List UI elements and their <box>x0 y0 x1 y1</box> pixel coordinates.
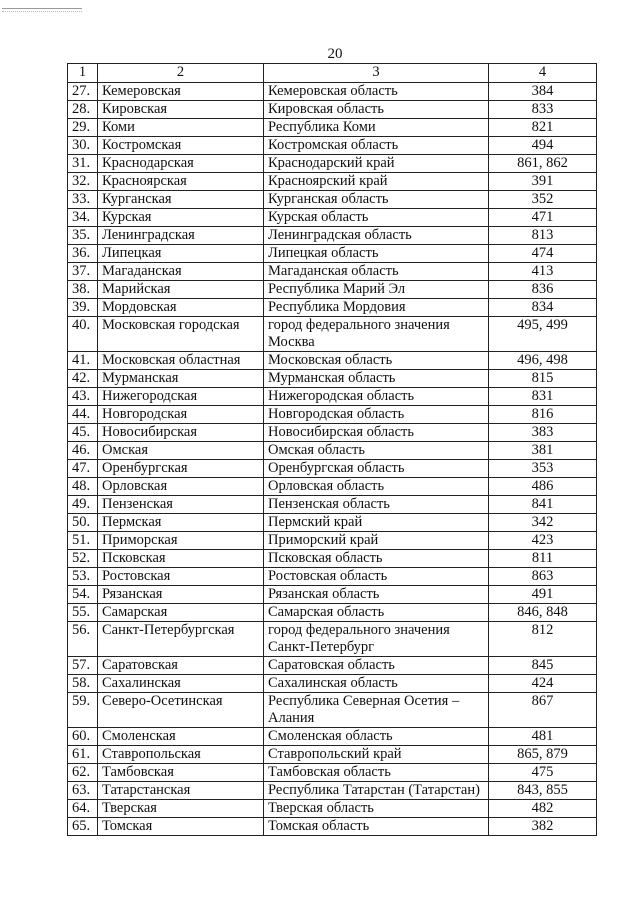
row-code: 382 <box>489 818 597 836</box>
table-row <box>68 101 597 119</box>
row-name: Коми <box>98 119 264 137</box>
row-number: 58. <box>68 675 98 693</box>
scan-corner-mark <box>2 8 82 9</box>
row-subject: Республика Коми <box>264 119 489 137</box>
row-code: 423 <box>489 532 597 550</box>
row-subject: Рязанская область <box>264 586 489 604</box>
row-number: 57. <box>68 657 98 675</box>
row-code: 843, 855 <box>489 782 597 800</box>
table-row <box>68 496 597 514</box>
table-row <box>68 657 597 675</box>
table-row <box>68 478 597 496</box>
row-subject: Новгородская область <box>264 406 489 424</box>
row-number: 55. <box>68 604 98 622</box>
row-name: Рязанская <box>98 586 264 604</box>
row-code: 494 <box>489 137 597 155</box>
row-code: 813 <box>489 227 597 245</box>
table-row <box>68 818 597 836</box>
row-code: 475 <box>489 764 597 782</box>
row-subject: Магаданская область <box>264 263 489 281</box>
table-row <box>68 782 597 800</box>
row-name: Орловская <box>98 478 264 496</box>
row-subject: Новосибирская область <box>264 424 489 442</box>
row-name: Санкт-Петербургская <box>98 622 264 657</box>
row-name: Тамбовская <box>98 764 264 782</box>
row-name: Кемеровская <box>98 83 264 101</box>
row-code: 481 <box>489 728 597 746</box>
row-name: Нижегородская <box>98 388 264 406</box>
table-row <box>68 263 597 281</box>
row-name: Саратовская <box>98 657 264 675</box>
row-subject: Самарская область <box>264 604 489 622</box>
row-name: Смоленская <box>98 728 264 746</box>
row-subject: Ленинградская область <box>264 227 489 245</box>
row-subject: Кемеровская область <box>264 83 489 101</box>
row-code: 816 <box>489 406 597 424</box>
row-name: Приморская <box>98 532 264 550</box>
row-subject: Саратовская область <box>264 657 489 675</box>
table-row <box>68 406 597 424</box>
row-subject: Республика Мордовия <box>264 299 489 317</box>
row-subject: город федерального значения Москва <box>264 317 489 352</box>
row-number: 64. <box>68 800 98 818</box>
row-name: Новгородская <box>98 406 264 424</box>
table-row <box>68 155 597 173</box>
row-subject: Республика Северная Осетия – Алания <box>264 693 489 728</box>
row-number: 65. <box>68 818 98 836</box>
table-row <box>68 281 597 299</box>
table-row <box>68 317 597 352</box>
row-subject: Республика Марий Эл <box>264 281 489 299</box>
row-name: Пензенская <box>98 496 264 514</box>
row-subject: Тверская область <box>264 800 489 818</box>
table-row <box>68 424 597 442</box>
row-number: 54. <box>68 586 98 604</box>
table-row <box>68 693 597 728</box>
row-code: 353 <box>489 460 597 478</box>
row-name: Новосибирская <box>98 424 264 442</box>
row-code: 424 <box>489 675 597 693</box>
row-name: Томская <box>98 818 264 836</box>
row-code: 863 <box>489 568 597 586</box>
row-number: 28. <box>68 101 98 119</box>
table-row <box>68 83 597 101</box>
row-code: 495, 499 <box>489 317 597 352</box>
row-code: 383 <box>489 424 597 442</box>
row-number: 43. <box>68 388 98 406</box>
row-subject: Омская область <box>264 442 489 460</box>
row-code: 811 <box>489 550 597 568</box>
row-code: 834 <box>489 299 597 317</box>
row-number: 52. <box>68 550 98 568</box>
row-code: 845 <box>489 657 597 675</box>
row-number: 60. <box>68 728 98 746</box>
row-name: Мурманская <box>98 370 264 388</box>
row-subject: Оренбургская область <box>264 460 489 478</box>
row-number: 39. <box>68 299 98 317</box>
row-code: 342 <box>489 514 597 532</box>
row-code: 841 <box>489 496 597 514</box>
row-subject: Тамбовская область <box>264 764 489 782</box>
table-row <box>68 191 597 209</box>
row-subject: Томская область <box>264 818 489 836</box>
row-number: 36. <box>68 245 98 263</box>
table-row <box>68 675 597 693</box>
row-code: 865, 879 <box>489 746 597 764</box>
row-number: 30. <box>68 137 98 155</box>
row-code: 861, 862 <box>489 155 597 173</box>
row-code: 815 <box>489 370 597 388</box>
row-code: 474 <box>489 245 597 263</box>
table-body <box>68 83 597 836</box>
row-subject: Пермский край <box>264 514 489 532</box>
row-number: 47. <box>68 460 98 478</box>
row-code: 836 <box>489 281 597 299</box>
table-row <box>68 460 597 478</box>
row-name: Краснодарская <box>98 155 264 173</box>
row-name: Магаданская <box>98 263 264 281</box>
row-name: Северо-Осетинская <box>98 693 264 728</box>
row-name: Ленинградская <box>98 227 264 245</box>
row-name: Ставропольская <box>98 746 264 764</box>
row-number: 37. <box>68 263 98 281</box>
table-row <box>68 370 597 388</box>
table-row <box>68 227 597 245</box>
row-number: 51. <box>68 532 98 550</box>
row-subject: Курская область <box>264 209 489 227</box>
table-row <box>68 299 597 317</box>
row-number: 35. <box>68 227 98 245</box>
row-name: Псковская <box>98 550 264 568</box>
row-code: 482 <box>489 800 597 818</box>
row-subject: Курганская область <box>264 191 489 209</box>
row-name: Оренбургская <box>98 460 264 478</box>
row-number: 31. <box>68 155 98 173</box>
row-number: 32. <box>68 173 98 191</box>
row-subject: Пензенская область <box>264 496 489 514</box>
row-subject: Нижегородская область <box>264 388 489 406</box>
row-subject: Сахалинская область <box>264 675 489 693</box>
row-name: Красноярская <box>98 173 264 191</box>
row-subject: Красноярский край <box>264 173 489 191</box>
row-code: 413 <box>489 263 597 281</box>
row-code: 812 <box>489 622 597 657</box>
row-name: Костромская <box>98 137 264 155</box>
row-name: Московская городская <box>98 317 264 352</box>
row-number: 61. <box>68 746 98 764</box>
row-number: 29. <box>68 119 98 137</box>
table-row <box>68 746 597 764</box>
row-name: Марийская <box>98 281 264 299</box>
table-row <box>68 728 597 746</box>
scan-corner-mark-dotted <box>2 11 82 12</box>
row-name: Тверская <box>98 800 264 818</box>
row-subject: Смоленская область <box>264 728 489 746</box>
table-row <box>68 388 597 406</box>
row-name: Курганская <box>98 191 264 209</box>
row-code: 821 <box>489 119 597 137</box>
row-number: 56. <box>68 622 98 657</box>
table-row <box>68 245 597 263</box>
row-subject: Орловская область <box>264 478 489 496</box>
row-number: 49. <box>68 496 98 514</box>
row-subject: Ставропольский край <box>264 746 489 764</box>
row-name: Липецкая <box>98 245 264 263</box>
table-row <box>68 622 597 657</box>
row-subject: Костромская область <box>264 137 489 155</box>
row-number: 50. <box>68 514 98 532</box>
row-code: 496, 498 <box>489 352 597 370</box>
row-name: Московская областная <box>98 352 264 370</box>
row-number: 42. <box>68 370 98 388</box>
table-row <box>68 532 597 550</box>
row-number: 34. <box>68 209 98 227</box>
row-code: 833 <box>489 101 597 119</box>
table-row <box>68 173 597 191</box>
row-name: Мордовская <box>98 299 264 317</box>
row-subject: Краснодарский край <box>264 155 489 173</box>
row-name: Самарская <box>98 604 264 622</box>
row-number: 27. <box>68 83 98 101</box>
header-col-4: 4 <box>489 64 597 83</box>
table-row <box>68 209 597 227</box>
row-code: 352 <box>489 191 597 209</box>
row-number: 48. <box>68 478 98 496</box>
row-name: Кировская <box>98 101 264 119</box>
row-number: 33. <box>68 191 98 209</box>
row-number: 53. <box>68 568 98 586</box>
row-number: 59. <box>68 693 98 728</box>
row-code: 491 <box>489 586 597 604</box>
table-row <box>68 764 597 782</box>
row-code: 471 <box>489 209 597 227</box>
row-number: 44. <box>68 406 98 424</box>
table-row <box>68 352 597 370</box>
row-subject: Республика Татарстан (Татарстан) <box>264 782 489 800</box>
row-name: Сахалинская <box>98 675 264 693</box>
row-subject: Ростовская область <box>264 568 489 586</box>
row-code: 846, 848 <box>489 604 597 622</box>
row-name: Ростовская <box>98 568 264 586</box>
table-row <box>68 568 597 586</box>
row-code: 486 <box>489 478 597 496</box>
row-number: 46. <box>68 442 98 460</box>
table-row <box>68 442 597 460</box>
row-subject: город федерального значения Санкт-Петербург <box>264 622 489 657</box>
table-row <box>68 137 597 155</box>
row-subject: Приморский край <box>264 532 489 550</box>
table-row <box>68 604 597 622</box>
regions-table <box>67 63 597 836</box>
row-code: 384 <box>489 83 597 101</box>
row-subject: Мурманская область <box>264 370 489 388</box>
row-number: 63. <box>68 782 98 800</box>
header-col-1: 1 <box>68 64 98 83</box>
row-number: 62. <box>68 764 98 782</box>
row-number: 38. <box>68 281 98 299</box>
row-code: 391 <box>489 173 597 191</box>
page-number: 20 <box>327 46 343 62</box>
row-name: Татарстанская <box>98 782 264 800</box>
table-row <box>68 514 597 532</box>
table-row <box>68 800 597 818</box>
row-subject: Кировская область <box>264 101 489 119</box>
row-code: 381 <box>489 442 597 460</box>
header-col-2: 2 <box>98 64 264 83</box>
row-subject: Липецкая область <box>264 245 489 263</box>
table-row <box>68 586 597 604</box>
row-subject: Московская область <box>264 352 489 370</box>
header-col-3: 3 <box>264 64 489 83</box>
row-code: 831 <box>489 388 597 406</box>
row-code: 867 <box>489 693 597 728</box>
row-number: 40. <box>68 317 98 352</box>
table-row <box>68 550 597 568</box>
row-name: Курская <box>98 209 264 227</box>
table-row <box>68 119 597 137</box>
row-subject: Псковская область <box>264 550 489 568</box>
row-name: Омская <box>98 442 264 460</box>
table-header-row <box>68 64 597 83</box>
row-number: 41. <box>68 352 98 370</box>
row-name: Пермская <box>98 514 264 532</box>
row-number: 45. <box>68 424 98 442</box>
